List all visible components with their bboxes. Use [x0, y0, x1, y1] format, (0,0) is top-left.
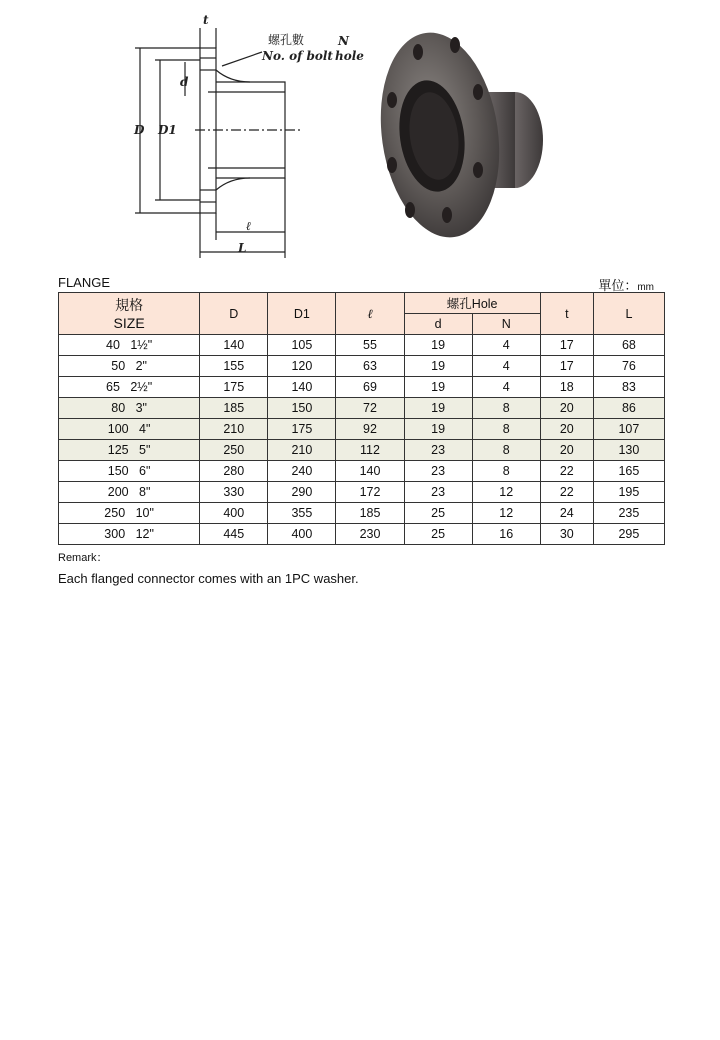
cell-d: 155	[200, 356, 268, 377]
cell-d: 25	[404, 503, 472, 524]
cell-n: 4	[472, 356, 540, 377]
cell-l: 55	[336, 335, 404, 356]
cell-t: 22	[540, 461, 593, 482]
cell-t: 30	[540, 524, 593, 545]
D-label: D	[134, 123, 145, 137]
col-N: N	[472, 314, 540, 335]
table-row	[59, 398, 665, 419]
cell-d1: 105	[268, 335, 336, 356]
t-top-label: t	[203, 13, 209, 27]
cell-t: 20	[540, 398, 593, 419]
col-size-en: SIZE	[113, 314, 145, 331]
unit-label: 單位：	[598, 278, 638, 293]
cell-t: 18	[540, 377, 593, 398]
cell-l: 83	[593, 377, 664, 398]
cell-d: 19	[404, 335, 472, 356]
cell-d: 19	[404, 398, 472, 419]
cell-l: 172	[336, 482, 404, 503]
table-row	[59, 377, 665, 398]
cell-t: 17	[540, 335, 593, 356]
cell-n: 4	[472, 377, 540, 398]
spec-table	[58, 292, 665, 545]
cell-size: 300 12"	[59, 524, 200, 545]
cell-d1: 400	[268, 524, 336, 545]
cell-n: 12	[472, 503, 540, 524]
remark-text: Each flanged connector comes with an 1PC washer.	[58, 571, 359, 586]
cell-l: 68	[593, 335, 664, 356]
col-l: ℓ	[336, 293, 404, 335]
cell-l: 86	[593, 398, 664, 419]
cell-d: 445	[200, 524, 268, 545]
cell-size: 125 5"	[59, 440, 200, 461]
cell-d1: 240	[268, 461, 336, 482]
col-L: L	[593, 293, 664, 335]
cell-d: 25	[404, 524, 472, 545]
cell-l: 72	[336, 398, 404, 419]
cell-n: 8	[472, 440, 540, 461]
cell-n: 12	[472, 482, 540, 503]
table-row	[59, 524, 665, 545]
cell-size: 200 8"	[59, 482, 200, 503]
table-row	[59, 440, 665, 461]
cell-n: 8	[472, 461, 540, 482]
cell-l: 185	[336, 503, 404, 524]
cell-d1: 150	[268, 398, 336, 419]
cell-l: 69	[336, 377, 404, 398]
cell-d1: 290	[268, 482, 336, 503]
cell-size: 80 3"	[59, 398, 200, 419]
cell-l: 165	[593, 461, 664, 482]
table-row	[59, 356, 665, 377]
flange-drawing	[0, 0, 720, 272]
cell-t: 24	[540, 503, 593, 524]
cell-t: 20	[540, 440, 593, 461]
table-row	[59, 461, 665, 482]
cell-d: 210	[200, 419, 268, 440]
cell-d: 280	[200, 461, 268, 482]
n-label: N	[338, 34, 349, 48]
cell-d: 19	[404, 377, 472, 398]
cell-l: 130	[593, 440, 664, 461]
flange-product-image	[368, 25, 543, 245]
cell-d1: 210	[268, 440, 336, 461]
cell-t: 17	[540, 356, 593, 377]
bolt-label-zh: 螺孔數	[268, 33, 305, 47]
cell-size: 40 1½"	[59, 335, 200, 356]
col-size-zh: 規格	[115, 296, 144, 313]
cell-n: 4	[472, 335, 540, 356]
cell-l: 76	[593, 356, 664, 377]
D1-label: D1	[158, 123, 177, 137]
cell-l: 235	[593, 503, 664, 524]
cell-d: 250	[200, 440, 268, 461]
cell-d1: 140	[268, 377, 336, 398]
table-row	[59, 419, 665, 440]
unit-value: mm	[637, 282, 654, 293]
cell-d: 19	[404, 356, 472, 377]
cell-d: 400	[200, 503, 268, 524]
col-d: d	[404, 314, 472, 335]
cell-d: 185	[200, 398, 268, 419]
col-t: t	[540, 293, 593, 335]
cell-d: 140	[200, 335, 268, 356]
col-D: D	[200, 293, 268, 335]
cell-d: 23	[404, 482, 472, 503]
cell-d: 19	[404, 419, 472, 440]
table-row	[59, 482, 665, 503]
cell-t: 22	[540, 482, 593, 503]
cell-size: 100 4"	[59, 419, 200, 440]
hole-label: hole	[335, 49, 364, 63]
cell-size: 250 10"	[59, 503, 200, 524]
cell-d: 330	[200, 482, 268, 503]
remark-label: Remark：	[58, 552, 108, 564]
cell-d: 23	[404, 461, 472, 482]
table-row	[59, 335, 665, 356]
cell-l: 140	[336, 461, 404, 482]
cell-l: 112	[336, 440, 404, 461]
cell-n: 16	[472, 524, 540, 545]
cell-l: 195	[593, 482, 664, 503]
cell-l: 63	[336, 356, 404, 377]
figure-area	[0, 0, 720, 272]
cell-size: 65 2½"	[59, 377, 200, 398]
bolt-label-en: No. of bolt	[262, 49, 333, 63]
l-label: ℓ	[246, 219, 252, 233]
col-D1: D1	[268, 293, 336, 335]
cell-d: 23	[404, 440, 472, 461]
d-label: d	[180, 75, 189, 89]
cell-d: 175	[200, 377, 268, 398]
cell-t: 20	[540, 419, 593, 440]
cell-n: 8	[472, 419, 540, 440]
title-row	[58, 275, 664, 291]
cell-l: 107	[593, 419, 664, 440]
cell-n: 8	[472, 398, 540, 419]
cell-l: 295	[593, 524, 664, 545]
table-row	[59, 503, 665, 524]
col-hole: 螺孔Hole	[404, 293, 540, 314]
cell-l: 92	[336, 419, 404, 440]
cell-size: 50 2"	[59, 356, 200, 377]
cell-l: 230	[336, 524, 404, 545]
cell-d1: 175	[268, 419, 336, 440]
L-label: L	[238, 241, 247, 255]
cell-d1: 120	[268, 356, 336, 377]
table-title: FLANGE	[58, 275, 111, 290]
col-size	[59, 293, 200, 335]
cell-size: 150 6"	[59, 461, 200, 482]
cell-d1: 355	[268, 503, 336, 524]
